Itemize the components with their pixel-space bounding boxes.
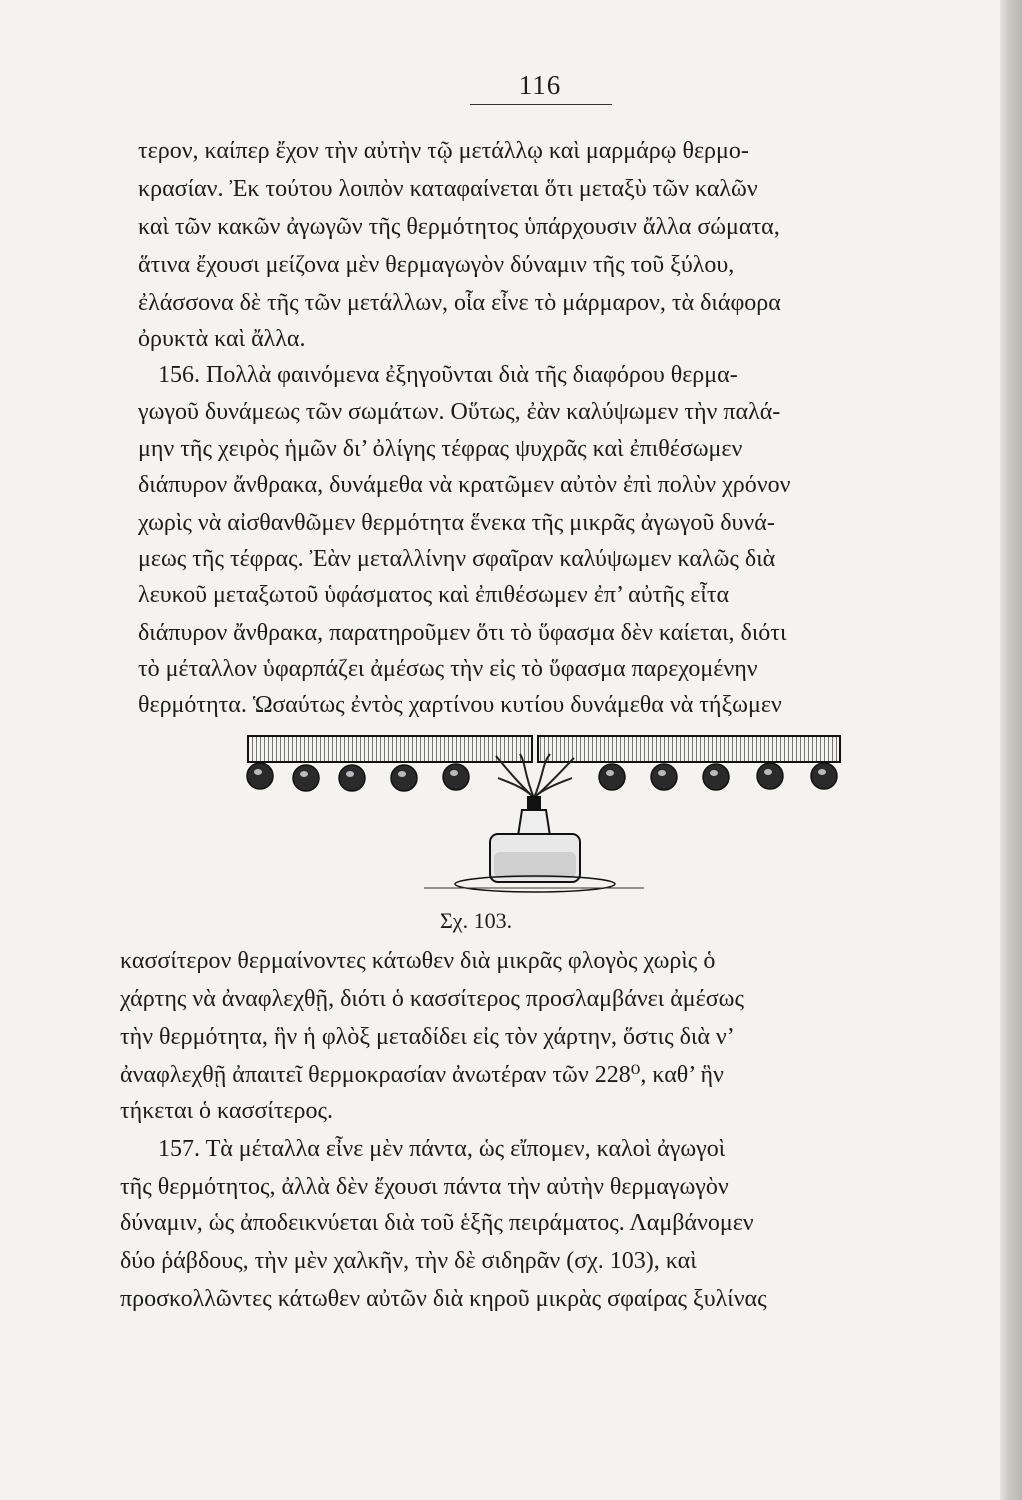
text-line: ἐλάσσονα δὲ τῆς τῶν μετάλλων, οἷα εἶνε τὸ μάρμαρον, τὰ διάφορα	[138, 290, 781, 316]
text-line: θερμότητα. Ὡσαύτως ἐντὸς χαρτίνου κυτίου δυνάμεθα νὰ τήξωμεν	[138, 692, 782, 718]
text-line: ὀρυκτὰ καὶ ἄλλα.	[138, 326, 306, 352]
text-line: ἅτινα ἔχουσι μείζονα μὲν θερμαγωγὸν δύναμιν τῆς τοῦ ξύλου,	[138, 252, 735, 278]
text-line: μην τῆς χειρὸς ἡμῶν δι’ ὀλίγης τέφρας ψυχρᾶς καὶ ἐπιθέσωμεν	[138, 436, 743, 462]
text-line: τὸ μέταλλον ὑφαρπάζει ἀμέσως τὴν εἰς τὸ ὕφασμα παρεχομένην	[138, 656, 758, 682]
text-line: δύναμιν, ὡς ἀποδεικνύεται διὰ τοῦ ἑξῆς πειράματος. Λαμβάνομεν	[120, 1210, 754, 1236]
text-line: χωρὶς νὰ αἰσθανθῶμεν θερμότητα ἕνεκα τῆς μικρᾶς ἀγωγοῦ δυνά-	[138, 510, 775, 536]
text-line: διάπυρον ἄνθρακα, παρατηροῦμεν ὅτι τὸ ὕφασμα δὲν καίεται, διότι	[138, 620, 787, 646]
text-line: τὴν θερμότητα, ἣν ἡ φλὸξ μεταδίδει εἰς τὸν χάρτην, ὅστις διὰ ν’	[120, 1024, 735, 1050]
text-line: χάρτης νὰ ἀναφλεχθῇ, διότι ὁ κασσίτερος προσλαμβάνει ἀμέσως	[120, 986, 744, 1012]
iron-rod	[538, 736, 840, 762]
page-edge-shadow	[1000, 0, 1022, 1500]
text-line: μεως τῆς τέφρας. Ἐὰν μεταλλίνην σφαῖραν καλύψωμεν καλῶς διὰ	[138, 546, 776, 572]
section-157-start: 157. Τὰ μέταλλα εἶνε μὲν πάντα, ὡς εἴπομεν, καλοὶ ἀγωγοὶ	[158, 1136, 726, 1162]
text-line: λευκοῦ μεταξωτοῦ ὑφάσματος καὶ ἐπιθέσωμεν ἐπ’ αὐτῆς εἶτα	[138, 582, 730, 608]
text-line: καὶ τῶν κακῶν ἀγωγῶν τῆς θερμότητος ὑπάρχουσιν ἄλλα σώματα,	[138, 214, 780, 240]
text-line: διάπυρον ἄνθρακα, δυνάμεθα νὰ κρατῶμεν αὐτὸν ἐπὶ πολὺν χρόνον	[138, 472, 791, 498]
page-number: 116	[518, 70, 562, 100]
section-156-start: 156. Πολλὰ φαινόμενα ἐξηγοῦνται διὰ τῆς διαφόρου θερμα-	[158, 362, 738, 388]
text-line: τερον, καίπερ ἔχον τὴν αὐτὴν τῷ μετάλλῳ καὶ μαρμάρῳ θερμο-	[138, 138, 749, 164]
text-line: κρασίαν. Ἐκ τούτου λοιπὸν καταφαίνεται ὅτι μεταξὺ τῶν καλῶν	[138, 176, 758, 202]
text-line: κασσίτερον θερμαίνοντες κάτωθεν διὰ μικρᾶς φλογὸς χωρὶς ὁ	[120, 948, 716, 974]
text-line: γωγοῦ δυνάμεως τῶν σωμάτων. Οὕτως, ἐὰν καλύψωμεν τὴν παλά-	[138, 399, 781, 425]
copper-rod	[248, 736, 532, 762]
text-line: προσκολλῶντες κάτωθεν αὐτῶν διὰ κηροῦ μικρὰς σφαίρας ξυλίνας	[120, 1286, 767, 1312]
figure-103-illustration	[244, 728, 844, 908]
lamp-neck	[518, 810, 550, 836]
text-line: τῆς θερμότητος, ἀλλὰ δὲν ἔχουσι πάντα τὴν αὐτὴν θερμαγωγὸν	[120, 1174, 729, 1200]
wax-balls-left	[247, 763, 469, 791]
wax-balls-right	[599, 763, 837, 790]
figure-caption: Σχ. 103.	[440, 908, 513, 933]
header-rule	[470, 104, 612, 105]
wick	[527, 796, 541, 810]
text-line: ἀναφλεχθῇ ἀπαιτεῖ θερμοκρασίαν ἀνωτέραν τῶν 228⁰, καθ’ ἣν	[120, 1062, 724, 1088]
text-line: τήκεται ὁ κασσίτερος.	[120, 1098, 334, 1124]
text-line: δύο ῥάβδους, τὴν μὲν χαλκῆν, τὴν δὲ σιδηρᾶν (σχ. 103), καὶ	[120, 1248, 697, 1274]
